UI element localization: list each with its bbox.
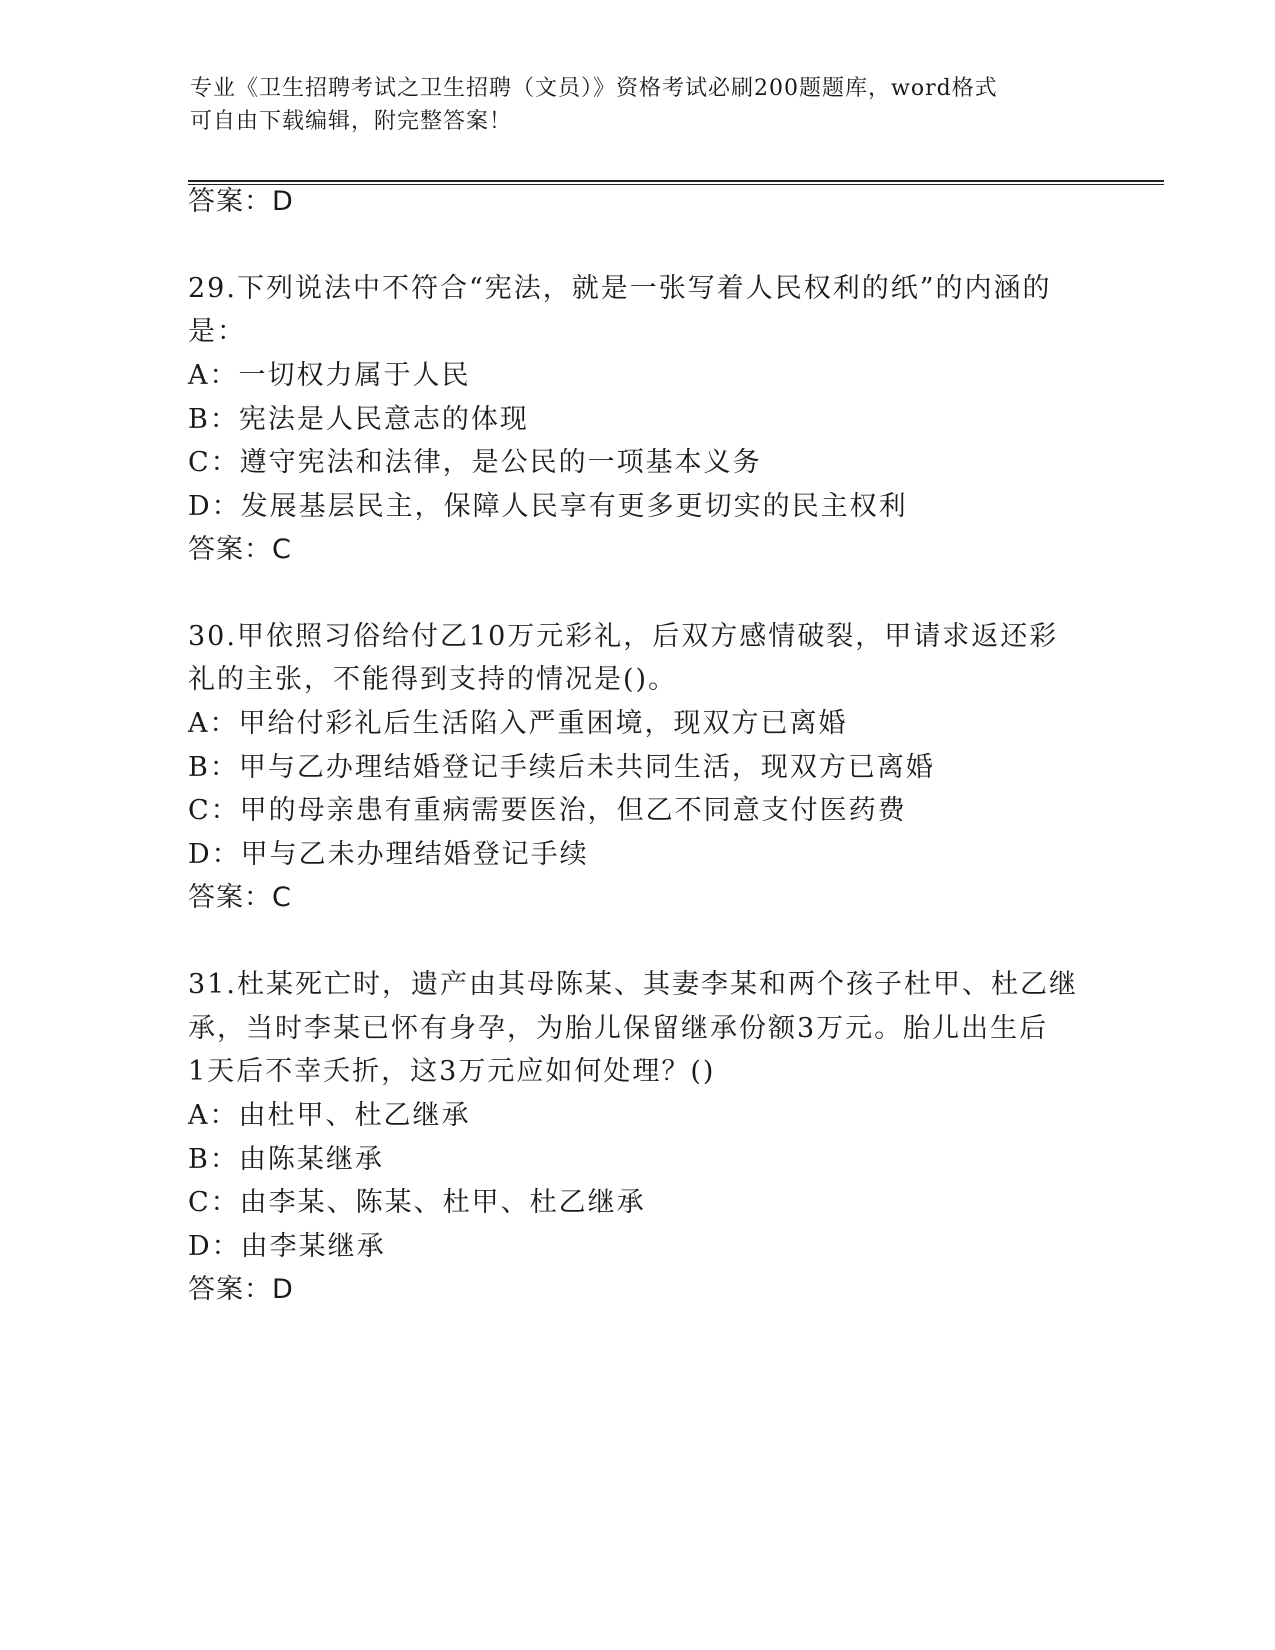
question-29-option-d: D：发展基层民主，保障人民享有更多更切实的民主权利	[188, 491, 908, 522]
question-31-stem-line-3: 1天后不幸夭折，这3万元应如何处理？()	[188, 1056, 716, 1087]
question-30-option-d: D：甲与乙未办理结婚登记手续	[188, 839, 589, 870]
question-31-stem-line-2: 承，当时李某已怀有身孕，为胎儿保留继承份额3万元。胎儿出生后	[188, 1013, 1049, 1044]
header-divider	[188, 180, 1164, 185]
question-31-answer: 答案：D	[188, 1274, 294, 1305]
question-31-stem-line-1: 31.杜某死亡时，遗产由其母陈某、其妻李某和两个孩子杜甲、杜乙继	[188, 969, 1078, 1000]
question-29-option-a: A：一切权力属于人民	[188, 360, 471, 391]
question-30-option-b: B：甲与乙办理结婚登记手续后未共同生活，现双方已离婚	[188, 752, 935, 783]
question-31-option-d: D：由李某继承	[188, 1231, 386, 1262]
question-30-option-a: A：甲给付彩礼后生活陷入严重困境，现双方已离婚	[188, 708, 848, 739]
question-31-option-c: C：由李某、陈某、杜甲、杜乙继承	[188, 1187, 646, 1218]
question-30-option-c: C：甲的母亲患有重病需要医治，但乙不同意支付医药费	[188, 795, 907, 826]
document-header	[190, 72, 1090, 138]
question-29-stem-line-2: 是：	[188, 316, 246, 347]
question-29-stem-line-1: 29.下列说法中不符合“宪法，就是一张写着人民权利的纸”的内涵的	[188, 273, 1052, 304]
header-line-1: 专业《卫生招聘考试之卫生招聘（文员）》资格考试必刷200题题库，word格式	[190, 76, 998, 101]
header-line-2: 可自由下载编辑，附完整答案！	[190, 109, 513, 134]
question-30-stem-line-2: 礼的主张，不能得到支持的情况是()。	[188, 664, 678, 695]
question-30-answer: 答案：C	[188, 882, 292, 913]
question-29-option-c: C：遵守宪法和法律，是公民的一项基本义务	[188, 447, 762, 478]
question-31-option-a: A：由杜甲、杜乙继承	[188, 1100, 471, 1131]
question-31-option-b: B：由陈某继承	[188, 1144, 384, 1175]
question-29-answer: 答案：C	[188, 534, 292, 565]
question-29-option-b: B：宪法是人民意志的体现	[188, 404, 529, 435]
question-30-stem-line-1: 30.甲依照习俗给付乙10万元彩礼，后双方感情破裂，甲请求返还彩	[188, 621, 1059, 652]
previous-answer: 答案：D	[188, 186, 294, 217]
